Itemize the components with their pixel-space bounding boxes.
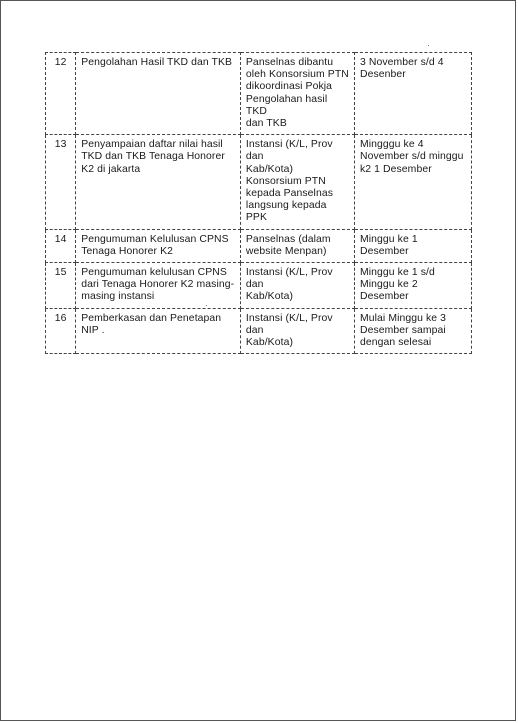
table-row — [46, 263, 472, 309]
time-cell: Minggu ke 1 s/d Minggu ke 2 Desember — [355, 263, 472, 309]
row-number: 12 — [46, 53, 76, 135]
row-number: 15 — [46, 263, 76, 309]
organizer-cell: Panselnas (dalam website Menpan) — [240, 229, 354, 262]
time-cell: 3 November s/d 4 Desenber — [355, 53, 472, 135]
organizer-cell: Instansi (K/L, Prov dan Kab/Kota) — [240, 263, 354, 309]
activity-cell: Pengumuman Kelulusan CPNS Tenaga Honorer K2 — [76, 229, 241, 262]
time-cell: Minggu ke 1 Desember — [355, 229, 472, 262]
activity-cell: Penyampaian daftar nilai hasil TKD dan TKB Tenaga Honorer K2 di jakarta — [76, 135, 241, 229]
activity-cell: Pemberkasan dan Penetapan NIP . — [76, 308, 241, 354]
table-row — [46, 135, 472, 229]
schedule-table — [45, 52, 472, 354]
table-row — [46, 308, 472, 354]
scan-speck — [428, 45, 429, 46]
time-cell: Mulai Minggu ke 3 Desember sampai dengan selesai — [355, 308, 472, 354]
time-cell: Mingggu ke 4 November s/d minggu k2 1 Desember — [355, 135, 472, 229]
row-number: 14 — [46, 229, 76, 262]
organizer-cell: Instansi (K/L, Prov dan Kab/Kota) — [240, 308, 354, 354]
activity-cell: Pengolahan Hasil TKD dan TKB — [76, 53, 241, 135]
organizer-cell: Panselnas dibantu oleh Konsorsium PTN dikoordinasi Pokja Pengolahan hasil TKD dan TKB — [240, 53, 354, 135]
row-number: 13 — [46, 135, 76, 229]
table-row — [46, 53, 472, 135]
row-number: 16 — [46, 308, 76, 354]
activity-cell: Pengumuman kelulusan CPNS dari Tenaga Honorer K2 masing- masing instansi — [76, 263, 241, 309]
table-row — [46, 229, 472, 262]
organizer-cell: Instansi (K/L, Prov dan Kab/Kota) Konsorsium PTN kepada Panselnas langsung kepada PPK — [240, 135, 354, 229]
